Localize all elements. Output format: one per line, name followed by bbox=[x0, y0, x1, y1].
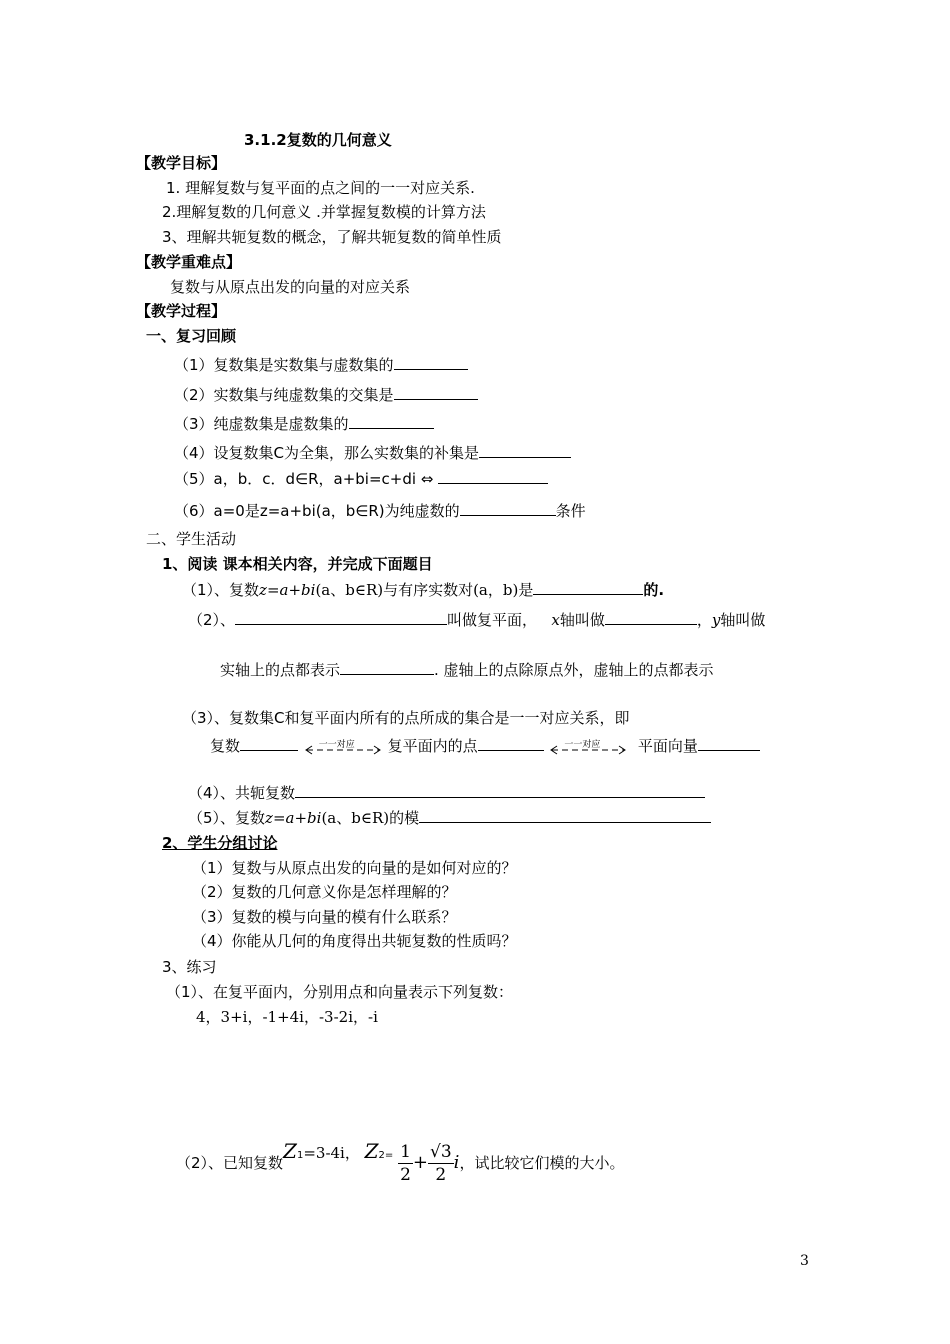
plus-sign: + bbox=[412, 1152, 429, 1173]
review-q4 bbox=[174, 441, 571, 464]
answer-blank[interactable] bbox=[295, 781, 705, 798]
bijection-label: 一一对应 bbox=[318, 739, 355, 750]
discussion-item-2: （2）复数的几何意义你是怎样理解的？ bbox=[192, 883, 457, 901]
answer-blank[interactable] bbox=[340, 658, 434, 675]
answer-blank[interactable] bbox=[438, 467, 548, 484]
review-q2-text: （2）实数集与纯虚数集的交集是 bbox=[174, 386, 394, 404]
goal-item-3: 3、理解共轭复数的概念，了解共轭复数的简单性质 bbox=[162, 228, 502, 246]
page-number: 3 bbox=[800, 1253, 809, 1269]
review-q6 bbox=[174, 499, 586, 522]
double-arrow-icon bbox=[303, 744, 383, 756]
reading-q3: （3）、复数集C和复平面内所有的点所成的集合是一一对应关系，即 bbox=[182, 709, 630, 727]
activity-heading: 二、学生活动 bbox=[146, 530, 237, 548]
goal-item-1: 1. 理解复数与复平面的点之间的一一对应关系. bbox=[166, 179, 475, 197]
reading-q2-continued bbox=[220, 658, 714, 681]
reading-q2-real-axis: 实轴上的点都表示 bbox=[220, 661, 341, 679]
imaginary-unit: i bbox=[453, 1152, 460, 1173]
answer-blank[interactable] bbox=[698, 734, 760, 751]
review-q1 bbox=[174, 353, 468, 376]
fraction-denominator: 2 bbox=[400, 1165, 411, 1185]
key-points-text: 复数与从原点出发的向量的对应关系 bbox=[170, 278, 411, 296]
reading-q2-yaxis: 轴叫做 bbox=[720, 611, 766, 629]
z1-symbol: Z bbox=[283, 1139, 297, 1163]
z2-equals: = bbox=[384, 1150, 394, 1161]
review-q6-tail: 条件 bbox=[555, 502, 586, 520]
reading-q1-middle: (a、b∈R)与有序实数对(a，b)是 bbox=[315, 581, 534, 599]
z1-value: =3-4i， bbox=[303, 1144, 360, 1162]
reading-q2-imag-axis: . 虚轴上的点除原点外，虚轴上的点都表示 bbox=[434, 661, 714, 679]
reading-q5-modulus: (a、b∈R)的模 bbox=[321, 809, 420, 827]
z2-subscript: 2 bbox=[378, 1150, 385, 1161]
review-q6-text: （6）a=0是z=a+bi(a，b∈R)为纯虚数的 bbox=[174, 502, 460, 520]
y-axis-symbol: y bbox=[711, 611, 721, 629]
bijection-arrow bbox=[548, 736, 628, 758]
x-axis-symbol: x bbox=[551, 611, 560, 629]
discussion-item-1: （1）复数与从原点出发的向量的是如何对应的？ bbox=[192, 859, 517, 877]
review-q2 bbox=[174, 383, 478, 406]
review-q1-text: （1）复数集是实数集与虚数集的 bbox=[174, 356, 394, 374]
fraction-numerator: √3 bbox=[430, 1142, 452, 1162]
reading-q4-text: （4）、共轭复数 bbox=[188, 784, 296, 802]
reading-q2: （2）、 叫做复平面， x轴叫做 ，y轴叫做 bbox=[188, 608, 765, 631]
answer-blank[interactable] bbox=[605, 608, 697, 625]
reading-q1-tail: 的. bbox=[643, 581, 665, 599]
chain-point: 复平面内的点 bbox=[387, 737, 478, 755]
reading-q5 bbox=[188, 806, 711, 829]
practice-q2 bbox=[176, 1136, 624, 1191]
bijection-label: 一一对应 bbox=[564, 739, 601, 750]
practice-q2-prefix: （2）、已知复数 bbox=[176, 1154, 284, 1172]
discussion-item-4: （4）你能从几何的角度得出共轭复数的性质吗？ bbox=[192, 932, 517, 950]
reading-q2-xaxis: 轴叫做 bbox=[559, 611, 605, 629]
review-q5-text: （5）a，b．c．d∈R，a+bi=c+di ⇔ bbox=[174, 470, 434, 488]
goal-item-2: 2.理解复数的几何意义 .并掌握复数模的计算方法 bbox=[162, 203, 486, 221]
discussion-item-3: （3）复数的模与向量的模有什么联系？ bbox=[192, 908, 457, 926]
chain-vector: 平面向量 bbox=[637, 737, 698, 755]
reading-q2-prefix: （2）、 bbox=[188, 611, 236, 629]
practice-q1-list: 4，3+i，-1+4i，-3-2i，-i bbox=[196, 1008, 378, 1026]
answer-blank[interactable] bbox=[533, 578, 643, 595]
review-q3-text: （3）纯虚数集是虚数集的 bbox=[174, 415, 349, 433]
fraction-one-half bbox=[398, 1141, 413, 1186]
reading-q4 bbox=[188, 781, 705, 804]
correspondence-chain bbox=[210, 734, 760, 758]
practice-q2-tail: ，试比较它们模的大小。 bbox=[459, 1154, 625, 1172]
answer-blank[interactable] bbox=[349, 412, 434, 429]
reading-heading: 1、阅读 课本相关内容，并完成下面题目 bbox=[162, 555, 433, 573]
reading-q2-plane: 叫做复平面， bbox=[447, 611, 538, 629]
fraction-denominator: 2 bbox=[435, 1165, 447, 1185]
goals-heading: 【教学目标】 bbox=[136, 154, 227, 172]
complex-expression: z=a+bi bbox=[265, 809, 322, 827]
z2-symbol: Z bbox=[364, 1139, 379, 1163]
review-q3 bbox=[174, 412, 434, 435]
reading-q5-prefix: （5）、复数 bbox=[188, 809, 266, 827]
process-heading: 【教学过程】 bbox=[136, 302, 227, 320]
answer-blank[interactable] bbox=[240, 734, 298, 751]
practice-q1: （1）、在复平面内，分别用点和向量表示下列复数： bbox=[166, 983, 514, 1001]
reading-q1 bbox=[182, 578, 664, 601]
reading-q1-prefix: （1）、复数 bbox=[182, 581, 260, 599]
page-title: 3.1.2复数的几何意义 bbox=[244, 131, 392, 149]
answer-blank[interactable] bbox=[235, 608, 447, 625]
z1-subscript: 1 bbox=[296, 1150, 304, 1161]
answer-blank[interactable] bbox=[460, 499, 556, 516]
review-heading: 一、复习回顾 bbox=[146, 327, 237, 345]
chain-complex: 复数 bbox=[210, 737, 241, 755]
practice-heading: 3、练习 bbox=[162, 958, 217, 976]
complex-expression: z=a+bi bbox=[259, 581, 316, 599]
discussion-heading: 2、学生分组讨论 bbox=[162, 834, 278, 852]
key-points-heading: 【教学重难点】 bbox=[136, 253, 242, 271]
review-q5 bbox=[174, 467, 548, 490]
answer-blank[interactable] bbox=[394, 383, 478, 400]
fraction-numerator: 1 bbox=[400, 1142, 411, 1162]
double-arrow-icon bbox=[548, 744, 628, 756]
answer-blank[interactable] bbox=[394, 353, 468, 370]
answer-blank[interactable] bbox=[478, 734, 544, 751]
answer-blank[interactable] bbox=[419, 806, 711, 823]
fraction-sqrt3-half bbox=[428, 1141, 454, 1186]
bijection-arrow bbox=[303, 736, 383, 758]
answer-blank[interactable] bbox=[479, 441, 571, 458]
review-q4-text: （4）设复数集C为全集，那么实数集的补集是 bbox=[174, 444, 480, 462]
